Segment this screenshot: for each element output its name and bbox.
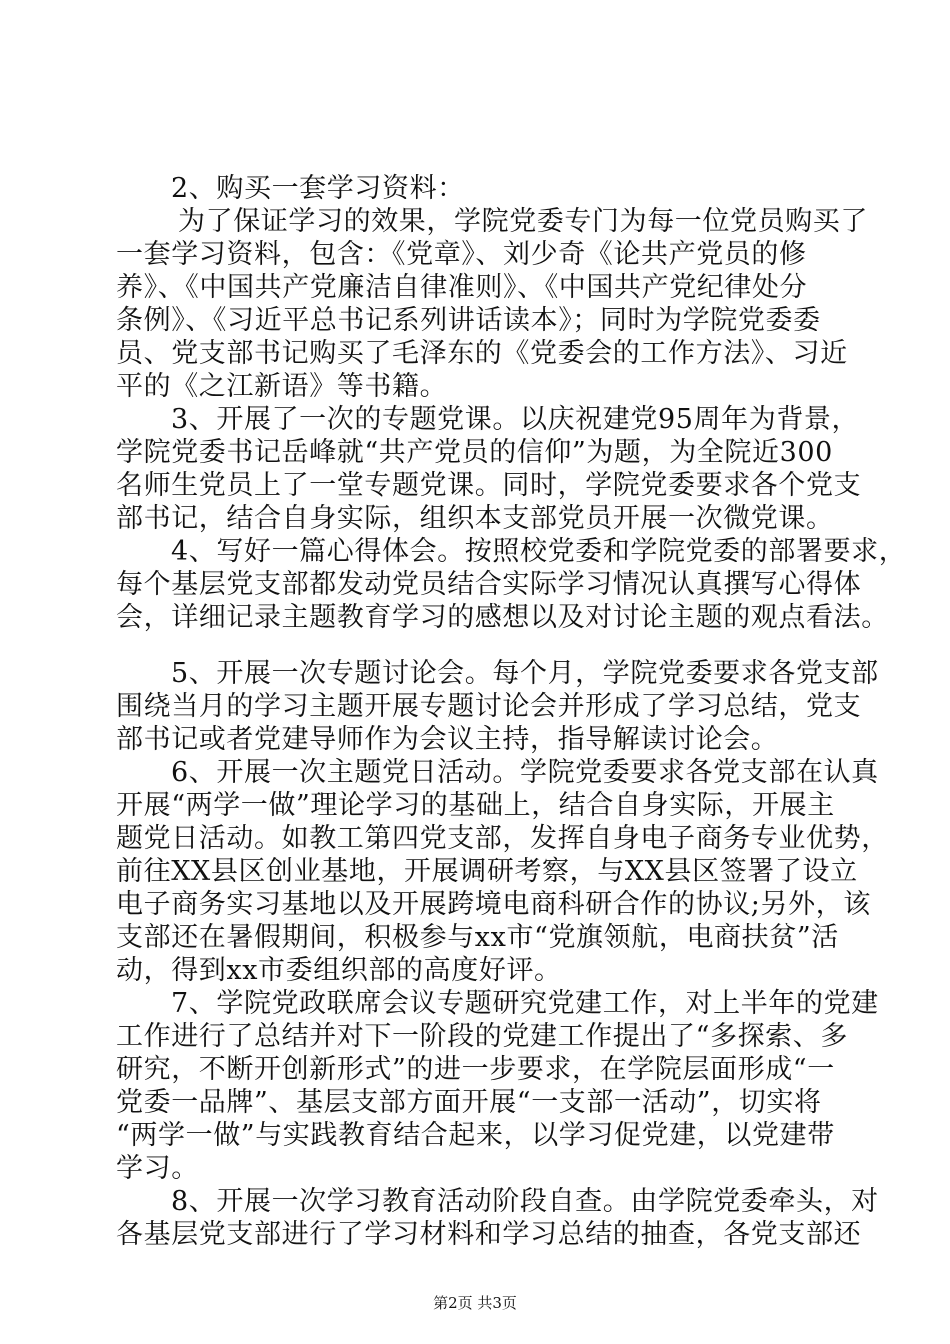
- text-line-6: 员、党支部书记购买了毛泽东的《党委会的工作方法》、习近: [116, 338, 848, 369]
- text-line-4: 养》、《中国共产党廉洁自律准则》、《中国共产党纪律处分: [116, 272, 808, 303]
- text-line-23: 支部还在暑假期间，积极参与xx市“党旗领航，电商扶贫”活: [116, 922, 839, 953]
- text-line-16: 围绕当月的学习主题开展专题讨论会并形成了学习总结，党支: [116, 691, 862, 722]
- text-line-28: 党委一品牌”、基层支部方面开展“一支部一活动”，切实将: [116, 1087, 822, 1118]
- text-line-13: 每个基层党支部都发动党员结合实际学习情况认真撰写心得体: [116, 569, 862, 600]
- text-line-9: 学院党委书记岳峰就“共产党员的信仰”为题，为全院近300: [116, 437, 833, 468]
- text-line-2: 为了保证学习的效果，学院党委专门为每一位党员购买了: [178, 206, 868, 237]
- text-line-25: 7、学院党政联席会议专题研究党建工作，对上半年的党建: [171, 988, 879, 1019]
- text-line-3: 一套学习资料，包含：《党章》、刘少奇《论共产党员的修: [116, 239, 807, 270]
- text-line-11: 部书记，结合自身实际，组织本支部党员开展一次微党课。: [116, 503, 834, 534]
- text-line-29: “两学一做”与实践教育结合起来，以学习促党建，以党建带: [116, 1120, 835, 1151]
- text-line-20: 题党日活动。如教工第四党支部，发挥自身电子商务专业优势，: [116, 823, 889, 854]
- text-line-24: 动，得到xx市委组织部的高度好评。: [116, 955, 562, 986]
- text-line-22: 电子商务实习基地以及开展跨境电商科研合作的协议;另外，该: [116, 889, 871, 920]
- text-line-5: 条例》、《习近平总书记系列讲话读本》；同时为学院党委委: [116, 305, 821, 336]
- text-line-19: 开展“两学一做”理论学习的基础上，结合自身实际，开展主: [116, 790, 835, 821]
- text-line-1: 2、购买一套学习资料：: [171, 173, 465, 204]
- text-line-17: 部书记或者党建导师作为会议主持，指导解读讨论会。: [116, 724, 779, 755]
- text-line-14: 会，详细记录主题教育学习的感想以及对讨论主题的观点看法。: [116, 602, 889, 633]
- text-line-10: 名师生党员上了一堂专题党课。同时，学院党委要求各个党支: [116, 470, 862, 501]
- page-number-footer: 第2页 共3页: [433, 1294, 517, 1312]
- text-line-27: 研究，不断开创新形式”的进一步要求，在学院层面形成“一: [116, 1054, 835, 1085]
- text-line-26: 工作进行了总结并对下一阶段的党建工作提出了“多探索、多: [116, 1021, 849, 1052]
- text-line-7: 平的《之江新语》等书籍。: [116, 371, 448, 402]
- text-line-31: 8、开展一次学习教育活动阶段自查。由学院党委牵头，对: [171, 1186, 879, 1217]
- text-line-30: 学习。: [116, 1153, 199, 1184]
- text-line-18: 6、开展一次主题党日活动。学院党委要求各党支部在认真: [171, 757, 879, 788]
- text-line-21: 前往XX县区创业基地，开展调研考察，与XX县区签署了设立: [116, 856, 858, 887]
- text-line-8: 3、开展了一次的专题党课。以庆祝建党95周年为背景，: [171, 404, 860, 435]
- text-line-32: 各基层党支部进行了学习材料和学习总结的抽查，各党支部还: [116, 1219, 862, 1250]
- text-line-15: 5、开展一次专题讨论会。每个月，学院党委要求各党支部: [171, 658, 879, 689]
- text-line-12: 4、写好一篇心得体会。按照校党委和学院党委的部署要求，: [171, 536, 907, 567]
